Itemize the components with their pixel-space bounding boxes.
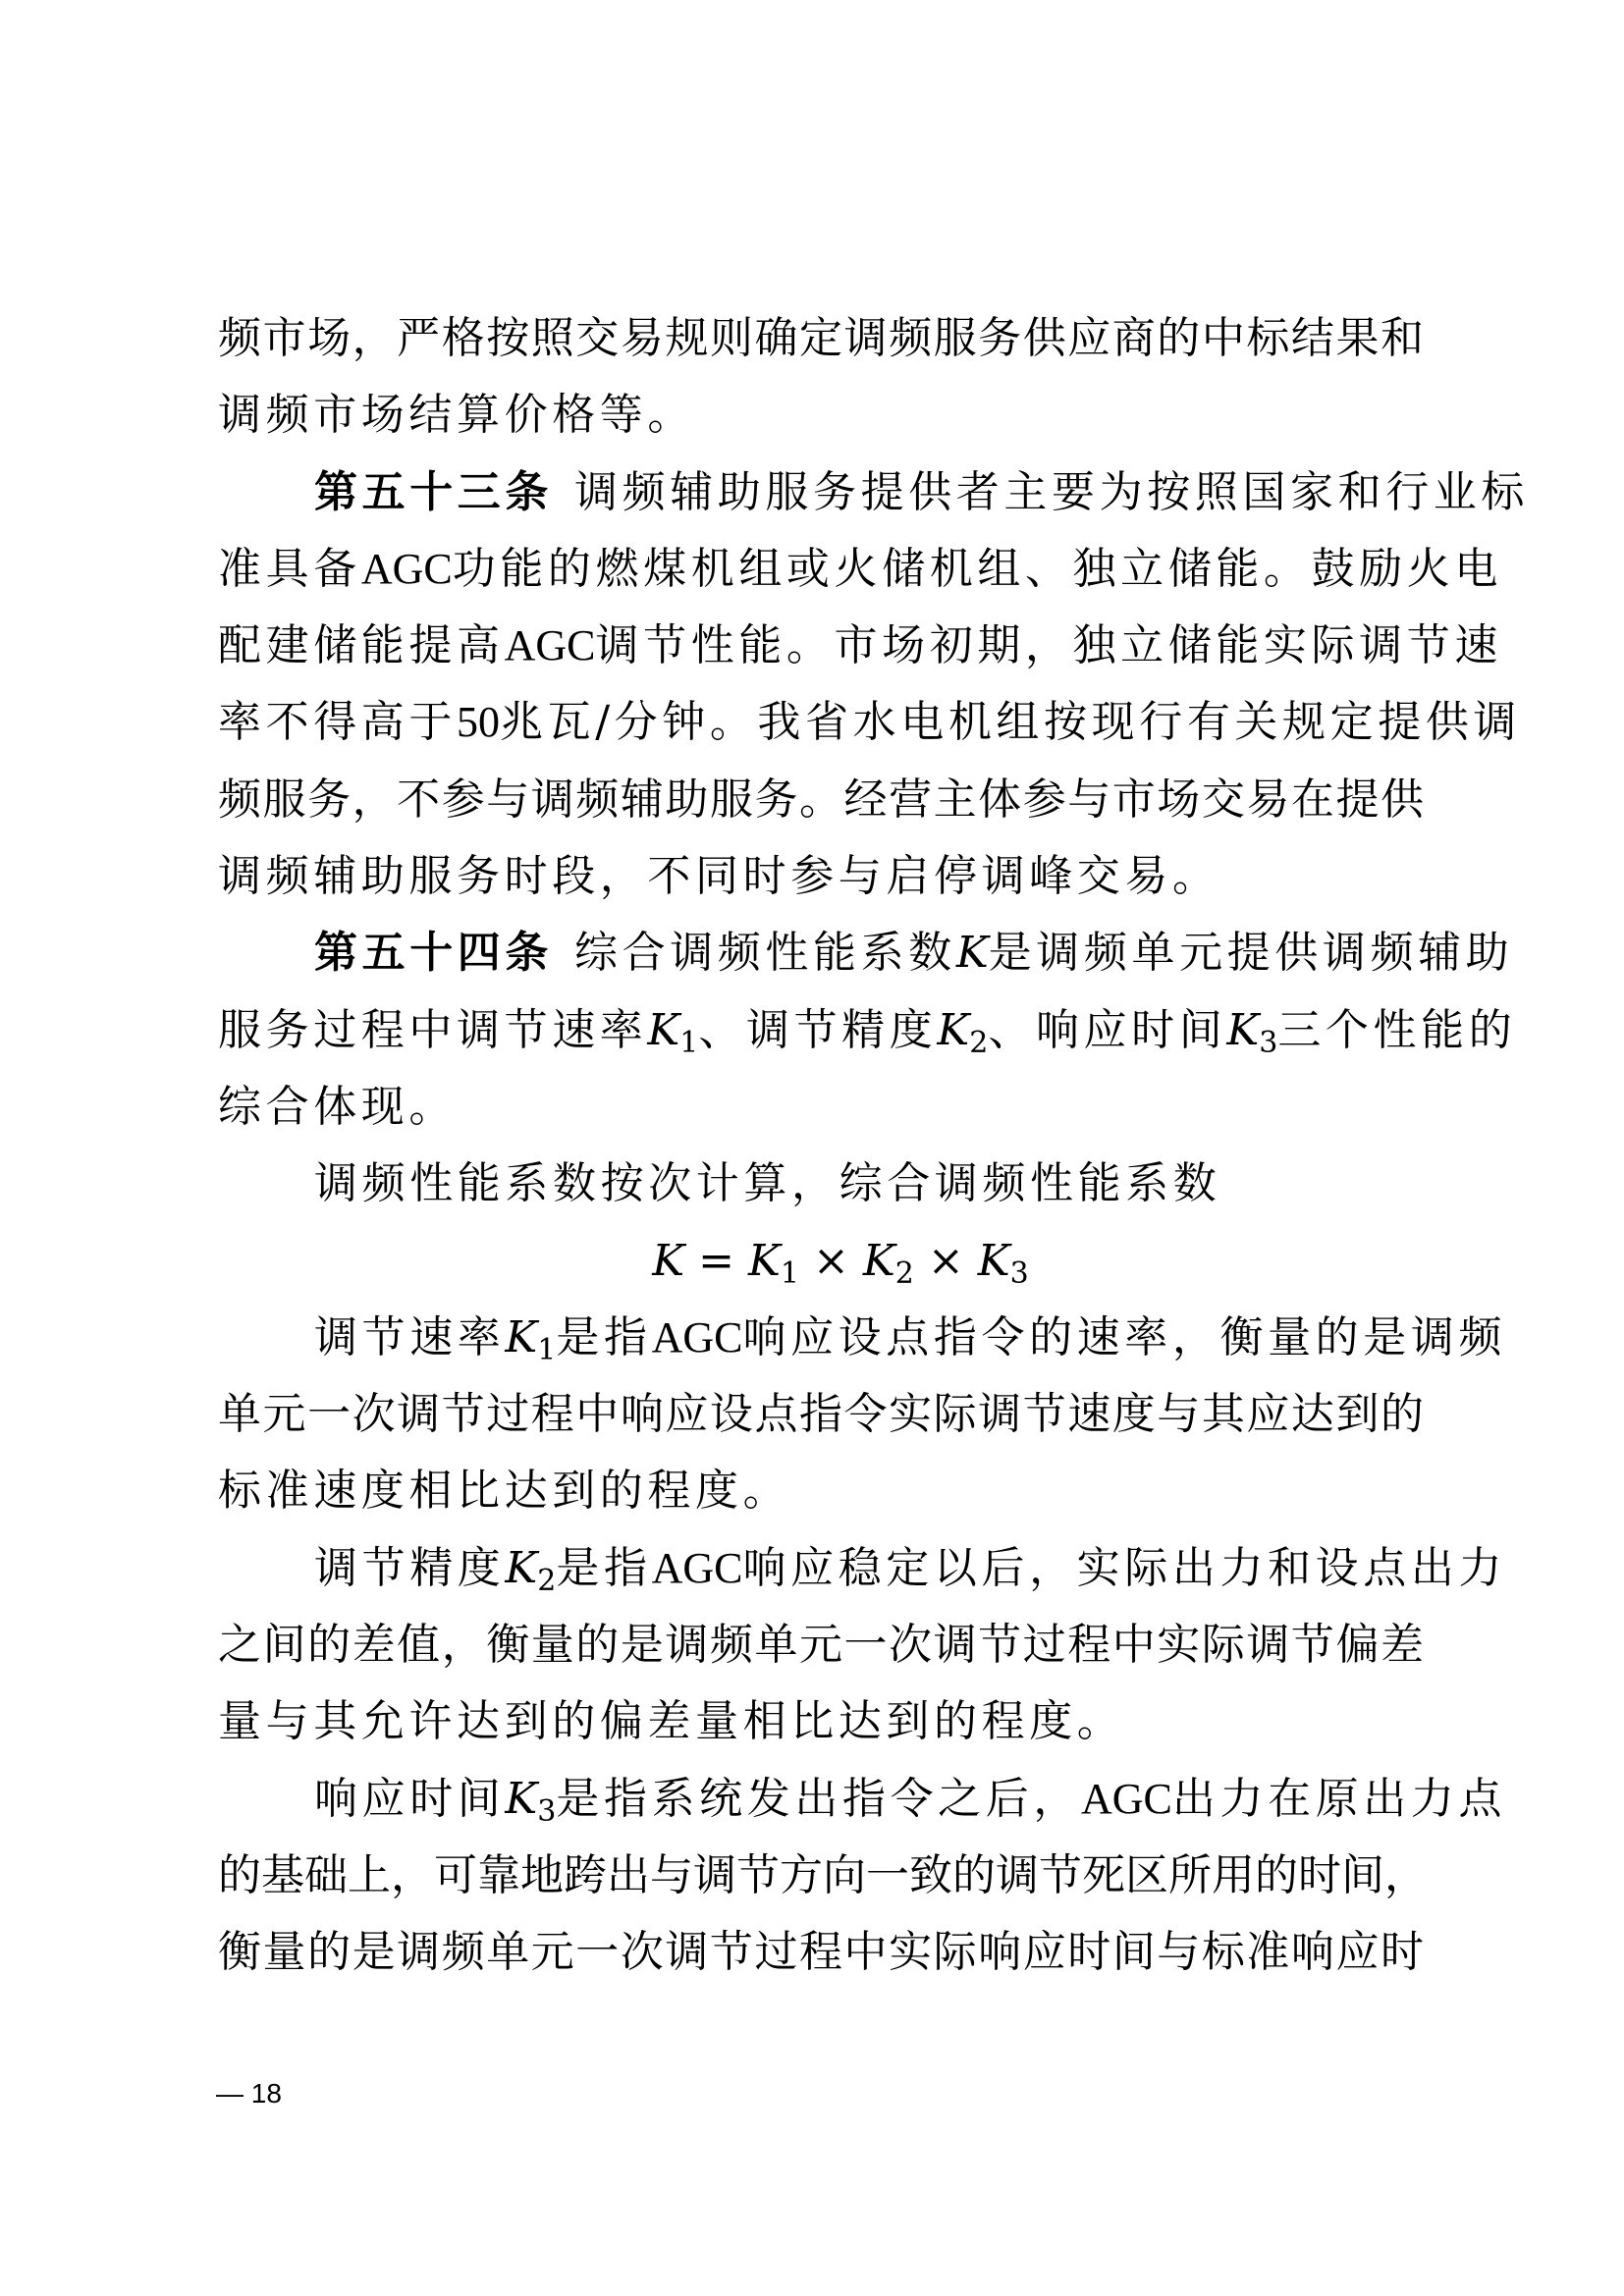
text-span: 准具备 — [218, 543, 361, 594]
text-span: 配建储能提高 — [218, 620, 505, 671]
equals-sign: = — [698, 1235, 735, 1286]
math-symbol: K — [937, 1004, 970, 1055]
math-subscript: 1 — [780, 1255, 800, 1291]
math-variable-k1 — [505, 1311, 557, 1367]
text-line: 频市场，严格按照交易规则确定调频服务供应商的中标结果和 — [218, 313, 1424, 363]
text-span: 响应稳定以后，实际出力和设点出力 — [742, 1542, 1507, 1593]
math-subscript: 3 — [1259, 1025, 1278, 1060]
text-line — [218, 992, 1517, 1069]
text-line: 调频性能系数按次计算，综合调频性能系数 — [314, 1158, 1221, 1209]
math-symbol: K — [647, 1004, 680, 1055]
math-subscript: 1 — [537, 1332, 557, 1367]
math-symbol: K — [1226, 1004, 1260, 1055]
text-span: 、响应时间 — [988, 1004, 1227, 1055]
text-line: 调频市场结算价格等。 — [218, 390, 695, 441]
text-span: 响应设点指令的速率，衡量的是调频 — [742, 1311, 1507, 1362]
math-variable-k2 — [937, 1004, 989, 1060]
text-span: 率不得高于 — [218, 697, 457, 748]
math-subscript: 2 — [894, 1255, 914, 1291]
math-symbol: K — [505, 1311, 538, 1362]
agc-term: AGC — [504, 621, 596, 670]
math-variable-k1 — [647, 1004, 699, 1060]
text-span: 调节速率 — [314, 1311, 506, 1362]
text-line: 的基础上，可靠地跨出与调节方向一致的调节死区所用的时间， — [218, 1849, 1428, 1900]
article-53-label: 第五十三条 — [314, 466, 553, 517]
math-symbol: K — [862, 1235, 895, 1286]
text-line — [218, 684, 1522, 761]
text-line: 综合体现。 — [218, 1081, 457, 1132]
agc-term: AGC — [651, 1312, 743, 1362]
math-subscript: 3 — [537, 1793, 557, 1829]
text-span: 综合调频性能系数 — [574, 928, 956, 979]
math-symbol: K — [505, 1773, 538, 1824]
text-line: 衡量的是调频单元一次调节过程中实际响应时间与标准响应时 — [218, 1927, 1424, 1978]
text-line: 调频辅助服务时段，不同时参与启停调峰交易。 — [218, 851, 1220, 902]
math-variable-k3 — [1226, 1004, 1278, 1060]
text-line — [218, 531, 1502, 608]
page-number: — 18 — [216, 2078, 282, 2109]
text-span: 调节精度 — [314, 1542, 506, 1593]
text-line: 频服务，不参与调频辅助服务。经营主体参与市场交易在提供 — [218, 774, 1424, 825]
text-line — [218, 608, 1502, 684]
math-symbol: K — [652, 1235, 685, 1286]
body-text — [218, 300, 1529, 1992]
text-span: 调频辅助服务提供者主要为按照国家和行业标 — [574, 466, 1529, 517]
text-span: 调节性能。市场初期，独立储能实际调节速 — [595, 620, 1502, 671]
article-54-label: 第五十四条 — [314, 928, 553, 979]
text-span: 响应时间 — [314, 1773, 506, 1824]
text-span: 功能的燃煤机组或火储机组、独立储能。鼓励火电 — [452, 543, 1502, 594]
text-span: 是指 — [556, 1542, 652, 1593]
multiply-sign: × — [813, 1235, 849, 1286]
text-line: 量与其允许达到的偏差量相比达到的程度。 — [218, 1696, 1125, 1747]
agc-term: AGC — [651, 1543, 743, 1592]
text-span: 服务过程中调节速率 — [218, 1004, 648, 1055]
math-subscript: 3 — [1009, 1255, 1029, 1291]
math-subscript: 1 — [679, 1025, 699, 1060]
text-line: 之间的差值，衡量的是调频单元一次调节过程中实际调节偏差 — [218, 1620, 1424, 1671]
math-variable-k3 — [505, 1773, 557, 1829]
article-53-line — [218, 454, 1529, 531]
text-span: 三个性能的 — [1277, 1004, 1517, 1055]
math-symbol: K — [748, 1235, 781, 1286]
text-span: 、调节精度 — [698, 1004, 938, 1055]
math-subscript: 2 — [537, 1563, 557, 1598]
agc-term: AGC — [360, 544, 453, 593]
multiply-sign: × — [927, 1235, 964, 1286]
agc-term: AGC — [1080, 1774, 1172, 1823]
math-variable-k: K — [955, 928, 989, 979]
text-span: 是指系统发出指令之后， — [556, 1773, 1081, 1824]
article-54-line — [218, 915, 1514, 991]
math-variable-k2 — [505, 1542, 557, 1598]
math-subscript: 2 — [969, 1025, 989, 1060]
formula-k-product — [218, 1223, 1424, 1300]
k1-definition-line — [218, 1300, 1507, 1376]
text-line: 单元一次调节过程中响应设点指令实际调节速度与其应达到的 — [218, 1389, 1424, 1440]
math-symbol: K — [977, 1235, 1010, 1286]
k2-definition-line — [218, 1530, 1507, 1607]
text-span: 出力在原出力点 — [1171, 1773, 1507, 1824]
math-symbol: K — [505, 1542, 538, 1593]
text-span: 是指 — [556, 1311, 652, 1362]
text-span: 是调频单元提供调频辅助 — [988, 928, 1514, 979]
rate-limit-value: 50 — [457, 698, 500, 747]
text-line: 标准速度相比达到的程度。 — [218, 1466, 791, 1517]
k3-definition-line — [218, 1761, 1507, 1838]
text-span: 兆瓦/分钟。我省水电机组按现行有关规定提供调 — [500, 697, 1522, 748]
